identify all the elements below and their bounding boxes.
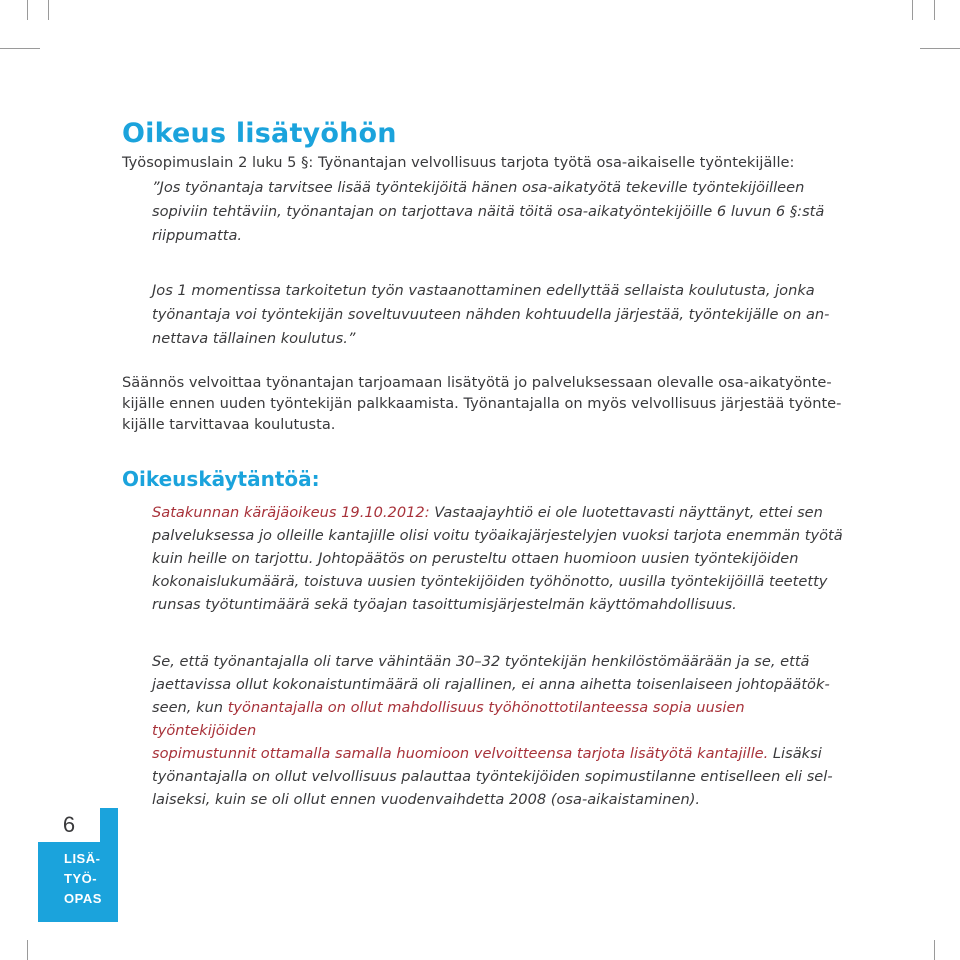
crop-mark <box>27 940 28 960</box>
case-line: palveluksessa jo olleille kantajille olisi voitu työaikajärjestelyjen vuoksi tarjota enemmän työtä <box>152 527 843 544</box>
case-line: runsas työtuntimäärä sekä työajan tasoittumisjärjestelmän käyttömahdollisuus. <box>152 596 737 613</box>
quote-line: sopiviin tehtäviin, työnantajan on tarjottava näitä töitä osa-aikatyöntekijöille 6 luvun 6 §:stä <box>152 203 825 220</box>
quote-paragraph-1 <box>152 176 852 248</box>
paragraph-line: kijälle tarvittavaa koulutusta. <box>122 416 336 433</box>
crop-mark <box>934 0 935 20</box>
highlighted-text: sopimustunnit ottamalla samalla huomioon velvoitteensa tarjota lisätyötä kantajille. <box>152 745 769 762</box>
quote-line: riippumatta. <box>152 227 243 244</box>
quote-line: Jos 1 momentissa tarkoitetun työn vastaanottaminen edellyttää sellaista koulutusta, jonka <box>152 282 815 299</box>
case-line: kokonaislukumäärä, toistuva uusien työntekijöiden työhönotto, uusilla työntekijöillä teetetty <box>152 573 828 590</box>
court-name: Satakunnan käräjäoikeus 19.10.2012: <box>152 504 430 521</box>
crop-mark <box>48 0 49 20</box>
page-title: Oikeus lisätyöhön <box>122 118 397 149</box>
crop-mark <box>920 48 940 49</box>
explanation-paragraph <box>122 372 842 435</box>
crop-mark <box>0 48 20 49</box>
crop-mark <box>934 940 935 960</box>
case-line: laiseksi, kuin se oli ollut ennen vuodenvaihdetta 2008 (osa-aikaistaminen). <box>152 791 701 808</box>
crop-mark <box>940 48 960 49</box>
case-line: jaettavissa ollut kokonaistuntimäärä oli rajallinen, ei anna aihetta toisenlaiseen johtopäätök- <box>152 676 830 693</box>
case-text: Vastaajayhtiö ei ole luotettavasti näyttänyt, ettei sen <box>429 504 823 521</box>
brand-line: OPAS <box>64 891 102 906</box>
paragraph-line: kijälle ennen uuden työntekijän palkkaamista. Työnantajalla on myös velvollisuus järjestää työnte- <box>122 395 842 412</box>
quote-paragraph-2 <box>152 279 852 351</box>
crop-mark <box>912 0 913 20</box>
law-reference: Työsopimuslain 2 luku 5 §: Työnantajan velvollisuus tarjota työtä osa-aikaiselle työntekijälle: <box>122 154 795 171</box>
case-line: työnantajalla on ollut velvollisuus palauttaa työntekijöiden sopimustilanne entiselleen eli sel- <box>152 768 833 785</box>
case-text: seen, kun <box>152 699 228 716</box>
case-line <box>152 501 852 524</box>
highlighted-text: työnantajalla on ollut mahdollisuus työhönottotilanteessa sopia uusien työntekijöiden <box>152 699 745 739</box>
case-line: Se, että työnantajalla oli tarve vähintään 30–32 työntekijän henkilöstömäärään ja se, että <box>152 653 810 670</box>
section-heading: Oikeuskäytäntöä: <box>122 467 320 491</box>
quote-line: ”Jos työnantaja tarvitsee lisää työntekijöitä hänen osa-aikatyötä tekeville työntekijöilleen <box>152 179 805 196</box>
paragraph-line: Säännös velvoittaa työnantajan tarjoamaan lisätyötä jo palveluksessaan olevalle osa-aikatyönte- <box>122 374 832 391</box>
page-number: 6 <box>38 808 100 842</box>
case-line <box>152 742 852 765</box>
crop-mark <box>20 48 40 49</box>
crop-mark <box>27 0 28 20</box>
quote-line: nettava tällainen koulutus.” <box>152 330 356 347</box>
case-text: Lisäksi <box>768 745 822 762</box>
case-1 <box>152 501 852 616</box>
brand-line: LISÄ- <box>64 851 101 866</box>
case-2 <box>152 650 852 811</box>
brand-text <box>64 849 102 909</box>
case-line <box>152 696 852 742</box>
brand-line: TYÖ- <box>64 871 98 886</box>
case-line: kuin heille on tarjottu. Johtopäätös on perusteltu ottaen huomioon uusien työntekijöiden <box>152 550 799 567</box>
quote-line: työnantaja voi työntekijän soveltuvuuteen nähden kohtuudella järjestää, työntekijälle on an- <box>152 306 830 323</box>
